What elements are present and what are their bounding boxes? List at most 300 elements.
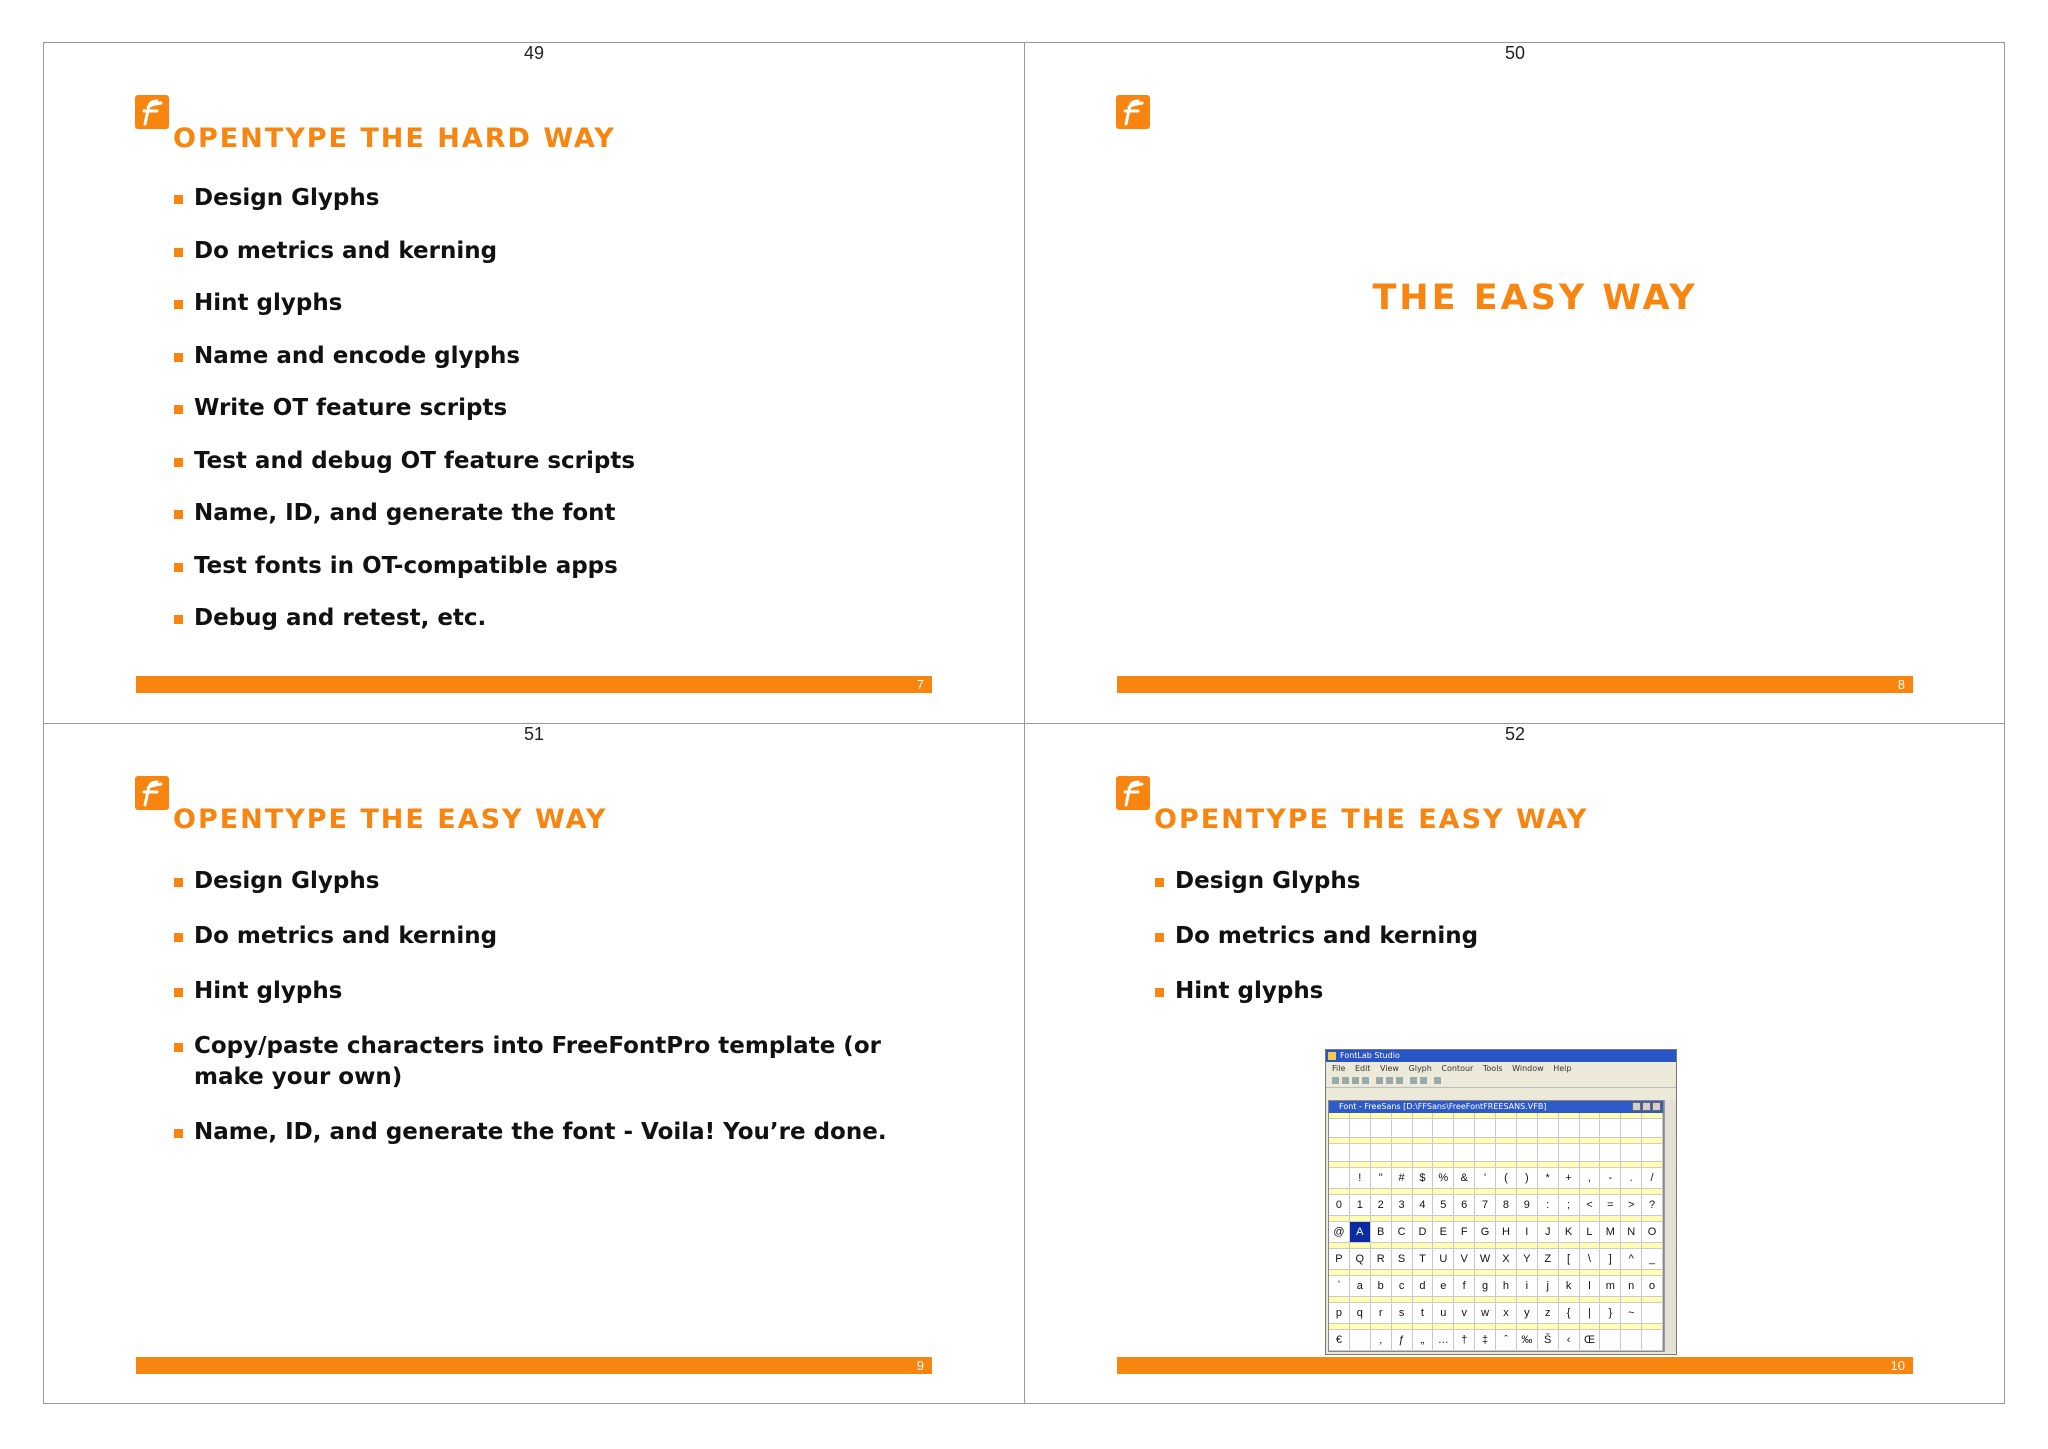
glyph-char: F [1460,1226,1468,1238]
glyph-char [1413,1144,1433,1162]
glyph-cell [1413,1162,1434,1189]
menu-help: Help [1553,1064,1572,1073]
glyph-cell [1538,1189,1559,1216]
glyph-cell [1350,1297,1371,1324]
bullet-item: Hint glyphs [174,976,914,1007]
glyph-cell [1559,1162,1580,1189]
footer-bar [1117,676,1913,693]
slide-52 [1025,724,2005,1404]
glyph-cell [1371,1138,1392,1163]
glyph-cell [1559,1216,1580,1243]
glyph-cell [1392,1297,1413,1324]
glyph-char: S [1397,1253,1406,1265]
glyph-cell [1538,1216,1559,1243]
glyph-char: ^ [1628,1253,1634,1265]
glyph-cell [1580,1243,1601,1270]
glyph-cell [1496,1216,1517,1243]
glyph-char: a [1356,1280,1363,1292]
glyph-char: ‹ [1566,1334,1571,1346]
glyph-cell [1538,1138,1559,1163]
glyph-cell [1517,1189,1538,1216]
glyph-char [1559,1119,1579,1137]
glyph-char: b [1377,1280,1384,1292]
glyph-char: % [1438,1172,1449,1184]
glyph-cell [1329,1189,1350,1216]
glyph-char: - [1608,1172,1613,1184]
font-window-title: Font - FreeSans [D:\FFSans\FreeFontFREESANS.VFB] [1339,1102,1547,1111]
glyph-cell [1392,1162,1413,1189]
glyph-cell [1621,1216,1642,1243]
glyph-cell [1517,1138,1538,1163]
glyph-cell [1454,1216,1475,1243]
slide-number: 10 [1890,1358,1905,1373]
glyph-cell [1433,1297,1454,1324]
glyph-cell [1642,1162,1663,1189]
glyph-cell [1433,1243,1454,1270]
glyph-cell [1496,1243,1517,1270]
bullet-item: Copy/paste characters into FreeFontPro template (or make your own) [174,1031,914,1093]
glyph-char: ‡ [1482,1334,1489,1346]
bullet-item: Do metrics and kerning [174,236,934,267]
glyph-cell [1454,1297,1475,1324]
glyph-cell [1538,1162,1559,1189]
glyph-cell [1475,1189,1496,1216]
glyph-char: q [1356,1307,1363,1319]
glyph-char [1496,1144,1516,1162]
glyph-cell [1642,1138,1663,1163]
bullet-item: Name, ID, and generate the font - Voila! You’re done. [174,1117,914,1148]
glyph-cell [1454,1189,1475,1216]
glyph-cell [1392,1270,1413,1297]
glyph-cell [1392,1216,1413,1243]
glyph-char: X [1502,1253,1510,1265]
glyph-cell [1371,1243,1392,1270]
glyph-char: 9 [1523,1199,1530,1211]
glyph-char [1621,1119,1641,1137]
glyph-char: 3 [1398,1199,1405,1211]
glyph-char [1621,1144,1641,1162]
glyph-char: O [1647,1226,1657,1238]
glyph-cell [1392,1324,1413,1351]
slide-51 [44,724,1024,1404]
glyph-cell [1621,1270,1642,1297]
glyph-cell [1350,1138,1371,1163]
glyph-char: „ [1420,1334,1425,1346]
glyph-cell [1538,1270,1559,1297]
glyph-char [1580,1119,1600,1137]
menu-glyph: Glyph [1408,1064,1432,1073]
glyph-char: g [1482,1280,1489,1292]
glyph-char: @ [1333,1226,1345,1238]
glyph-cell [1475,1270,1496,1297]
glyph-char: e [1440,1280,1447,1292]
glyph-cell [1371,1113,1392,1138]
glyph-cell [1538,1324,1559,1351]
glyph-char [1454,1119,1474,1137]
glyph-char [1350,1119,1370,1137]
glyph-cell [1580,1113,1601,1138]
glyph-cell [1621,1243,1642,1270]
glyph-cell [1559,1189,1580,1216]
glyph-cell [1475,1162,1496,1189]
glyph-cell [1600,1270,1621,1297]
glyph-cell [1580,1216,1601,1243]
menu-tools: Tools [1482,1064,1503,1073]
glyph-char: j [1546,1280,1549,1292]
glyph-cell [1496,1138,1517,1163]
glyph-cell [1600,1324,1621,1351]
bullet-list [1155,866,1915,1007]
glyph-char: 1 [1356,1199,1363,1211]
footer-bar [136,676,932,693]
glyph-char: Y [1523,1253,1531,1265]
glyph-cell [1600,1162,1621,1189]
page-number: 50 [1504,43,1526,63]
glyph-char: n [1628,1280,1635,1292]
glyph-char [1517,1119,1537,1137]
glyph-char [1642,1119,1662,1137]
glyph-char: i [1525,1280,1529,1292]
freefont-logo-icon [1116,776,1150,810]
glyph-char [1454,1144,1474,1162]
glyph-char [1433,1119,1453,1137]
glyph-cell [1642,1297,1663,1324]
glyph-char: # [1398,1172,1405,1184]
glyph-char: u [1440,1307,1447,1319]
glyph-cell [1454,1243,1475,1270]
glyph-char [1350,1144,1370,1162]
glyph-cell [1559,1270,1580,1297]
glyph-char [1371,1119,1391,1137]
glyph-cell [1329,1324,1350,1351]
glyph-cell [1642,1324,1663,1351]
glyph-char: V [1460,1253,1468,1265]
glyph-char: & [1460,1172,1468,1184]
glyph-char: ‚ [1379,1334,1382,1346]
glyph-cell [1642,1113,1663,1138]
glyph-char: 4 [1419,1199,1426,1211]
glyph-char: + [1565,1172,1572,1184]
glyph-char: [ [1567,1253,1571,1265]
glyph-cell [1496,1189,1517,1216]
glyph-char: _ [1649,1253,1656,1265]
glyph-char: | [1588,1307,1591,1319]
glyph-cell [1642,1189,1663,1216]
glyph-char: W [1479,1253,1491,1265]
glyph-char: < [1586,1199,1593,1211]
glyph-char [1496,1119,1516,1137]
glyph-cell [1475,1216,1496,1243]
glyph-cell [1433,1162,1454,1189]
glyph-cell [1329,1138,1350,1163]
glyph-char: M [1605,1226,1615,1238]
glyph-char [1392,1144,1412,1162]
glyph-cell [1600,1113,1621,1138]
glyph-cell [1413,1138,1434,1163]
glyph-char: ] [1608,1253,1612,1265]
glyph-cell [1600,1216,1621,1243]
glyph-char: J [1544,1226,1551,1238]
glyph-cell [1559,1324,1580,1351]
glyph-cell [1392,1243,1413,1270]
glyph-char: ? [1649,1199,1656,1211]
glyph-char: $ [1419,1172,1426,1184]
glyph-char [1413,1119,1433,1137]
slide-title: THE EASY WAY [1372,278,1698,318]
bullet-item: Do metrics and kerning [174,921,914,952]
page-number: 49 [523,43,545,63]
glyph-char: † [1461,1334,1468,1346]
glyph-cell [1621,1189,1642,1216]
glyph-char [1329,1119,1349,1137]
glyph-char: = [1607,1199,1614,1211]
bullet-item: Do metrics and kerning [1155,921,1915,952]
glyph-cell [1580,1138,1601,1163]
fontlab-app-title: FontLab Studio [1340,1051,1400,1060]
glyph-char: A [1350,1222,1370,1242]
glyph-cell [1433,1216,1454,1243]
glyph-cell [1413,1324,1434,1351]
slide-title: OPENTYPE THE HARD WAY [173,123,616,154]
glyph-cell [1433,1324,1454,1351]
glyph-cell [1350,1270,1371,1297]
menu-view: View [1379,1064,1399,1073]
glyph-cell [1559,1138,1580,1163]
glyph-cell [1538,1113,1559,1138]
glyph-cell [1433,1189,1454,1216]
font-window [1328,1100,1664,1352]
glyph-char [1371,1144,1391,1162]
glyph-cell [1580,1297,1601,1324]
glyph-char: / [1650,1172,1654,1184]
freefont-logo-icon [135,95,169,129]
glyph-char [1350,1330,1370,1350]
bullet-item: Hint glyphs [174,288,934,319]
glyph-char: . [1629,1172,1633,1184]
glyph-cell [1580,1270,1601,1297]
handout-sheet [43,42,2005,1404]
glyph-char: d [1419,1280,1426,1292]
glyph-char [1600,1144,1620,1162]
freefont-logo-icon [1116,95,1150,129]
glyph-cell [1475,1243,1496,1270]
slide-number: 8 [1897,677,1905,692]
glyph-cell [1413,1297,1434,1324]
glyph-char: U [1439,1253,1448,1265]
glyph-char [1538,1119,1558,1137]
glyph-char: l [1588,1280,1591,1292]
glyph-cell [1496,1270,1517,1297]
glyph-char [1517,1144,1537,1162]
glyph-char: G [1480,1226,1490,1238]
glyph-char: ' [1484,1172,1487,1184]
fontlab-app-icon [1328,1052,1336,1060]
glyph-char: ` [1337,1280,1341,1292]
glyph-char: E [1439,1226,1447,1238]
fontlab-toolbar [1326,1075,1676,1088]
slide-title: OPENTYPE THE EASY WAY [1154,804,1589,835]
glyph-char: \ [1587,1253,1591,1265]
glyph-cell [1517,1162,1538,1189]
bullet-item: Debug and retest, etc. [174,603,934,634]
glyph-cell [1350,1113,1371,1138]
glyph-char: 6 [1461,1199,1468,1211]
bullet-item: Hint glyphs [1155,976,1915,1007]
glyph-char [1538,1144,1558,1162]
slide-number: 9 [916,1358,924,1373]
glyph-cell [1329,1216,1350,1243]
glyph-cell [1496,1297,1517,1324]
fontlab-screenshot [1325,1049,1677,1355]
footer-bar [1117,1357,1913,1374]
slide-number: 7 [916,677,924,692]
glyph-char: 7 [1482,1199,1489,1211]
glyph-char: N [1627,1226,1636,1238]
glyph-char: ˆ [1504,1334,1508,1346]
bullet-item: Design Glyphs [174,866,914,897]
fontlab-app-titlebar [1326,1050,1676,1062]
glyph-cell [1433,1138,1454,1163]
menu-edit: Edit [1354,1064,1371,1073]
footer-bar [136,1357,932,1374]
glyph-cell [1642,1243,1663,1270]
glyph-cell [1496,1162,1517,1189]
freefont-logo-icon [135,776,169,810]
glyph-cell [1392,1189,1413,1216]
glyph-cell [1371,1189,1392,1216]
fontlab-menubar [1326,1062,1676,1075]
glyph-cell [1475,1297,1496,1324]
glyph-cell [1371,1270,1392,1297]
glyph-cell [1454,1162,1475,1189]
glyph-cell [1621,1162,1642,1189]
glyph-char [1433,1144,1453,1162]
menu-window: Window [1512,1064,1544,1073]
glyph-char: w [1481,1307,1490,1319]
glyph-cell [1329,1113,1350,1138]
glyph-char: v [1461,1307,1467,1319]
slide-title: OPENTYPE THE EASY WAY [173,804,608,835]
glyph-cell [1371,1216,1392,1243]
glyph-char [1475,1119,1495,1137]
glyph-cell [1392,1113,1413,1138]
glyph-cell [1350,1162,1371,1189]
glyph-char: ) [1524,1172,1529,1184]
glyph-char: y [1524,1307,1530,1319]
glyph-cell [1433,1113,1454,1138]
glyph-cell [1350,1189,1371,1216]
glyph-cell [1642,1270,1663,1297]
glyph-cell [1580,1324,1601,1351]
glyph-cell [1329,1270,1350,1297]
glyph-char [1642,1303,1662,1323]
glyph-char [1600,1330,1620,1350]
glyph-cell [1413,1270,1434,1297]
glyph-cell [1559,1297,1580,1324]
glyph-char [1600,1119,1620,1137]
glyph-cell [1413,1113,1434,1138]
glyph-char: Œ [1583,1334,1595,1346]
bullet-item: Design Glyphs [174,183,934,214]
glyph-char [1642,1330,1662,1350]
glyph-cell [1621,1297,1642,1324]
glyph-char: L [1586,1226,1593,1238]
glyph-char: € [1335,1334,1342,1346]
glyph-char: h [1502,1280,1509,1292]
glyph-char: H [1501,1226,1510,1238]
glyph-char: s [1398,1307,1405,1319]
glyph-char: c [1398,1280,1405,1292]
glyph-char: t [1420,1307,1424,1319]
glyph-char: z [1544,1307,1551,1319]
glyph-char: f [1462,1280,1466,1292]
glyph-cell [1517,1113,1538,1138]
glyph-char: B [1377,1226,1385,1238]
scrollbar [1664,1100,1676,1352]
glyph-char: ; [1567,1199,1571,1211]
bullet-item: Name, ID, and generate the font [174,498,934,529]
glyph-char: x [1503,1307,1509,1319]
glyph-cell [1621,1138,1642,1163]
glyph-char: } [1608,1307,1613,1319]
glyph-cell [1600,1297,1621,1324]
bullet-item: Test fonts in OT-compatible apps [174,551,934,582]
glyph-char [1621,1330,1641,1350]
glyph-char [1475,1144,1495,1162]
bullet-list [174,866,914,1148]
glyph-cell [1350,1216,1371,1243]
glyph-char: K [1564,1226,1573,1238]
glyph-char: { [1566,1307,1571,1319]
glyph-char: p [1335,1307,1342,1319]
page-number: 52 [1504,724,1526,744]
glyph-cell [1413,1216,1434,1243]
glyph-cell [1580,1162,1601,1189]
glyph-char: Š [1544,1334,1552,1346]
glyph-cell [1413,1189,1434,1216]
glyph-cell [1475,1138,1496,1163]
glyph-cell [1371,1162,1392,1189]
glyph-cell [1454,1270,1475,1297]
glyph-char: ƒ [1398,1334,1405,1346]
glyph-char: k [1565,1280,1572,1292]
bullet-item: Name and encode glyphs [174,341,934,372]
glyph-char: … [1437,1334,1449,1346]
glyph-char [1580,1144,1600,1162]
slide-50 [1025,43,2005,723]
glyph-cell [1621,1324,1642,1351]
glyph-cell [1350,1243,1371,1270]
glyph-cell [1600,1138,1621,1163]
glyph-char: T [1419,1253,1426,1265]
bullet-item: Test and debug OT feature scripts [174,446,934,477]
glyph-char: ~ [1627,1307,1635,1319]
slide-49 [44,43,1024,723]
glyph-cell [1517,1216,1538,1243]
glyph-char: o [1649,1280,1656,1292]
glyph-cell [1350,1324,1371,1351]
bullet-list [174,183,934,634]
glyph-cell [1538,1243,1559,1270]
glyph-char: Z [1544,1253,1552,1265]
glyph-char [1559,1144,1579,1162]
menu-file: File [1332,1064,1346,1073]
glyph-cell [1454,1138,1475,1163]
glyph-cell [1517,1270,1538,1297]
glyph-char: 2 [1377,1199,1384,1211]
glyph-cell [1329,1243,1350,1270]
glyph-cell [1371,1297,1392,1324]
